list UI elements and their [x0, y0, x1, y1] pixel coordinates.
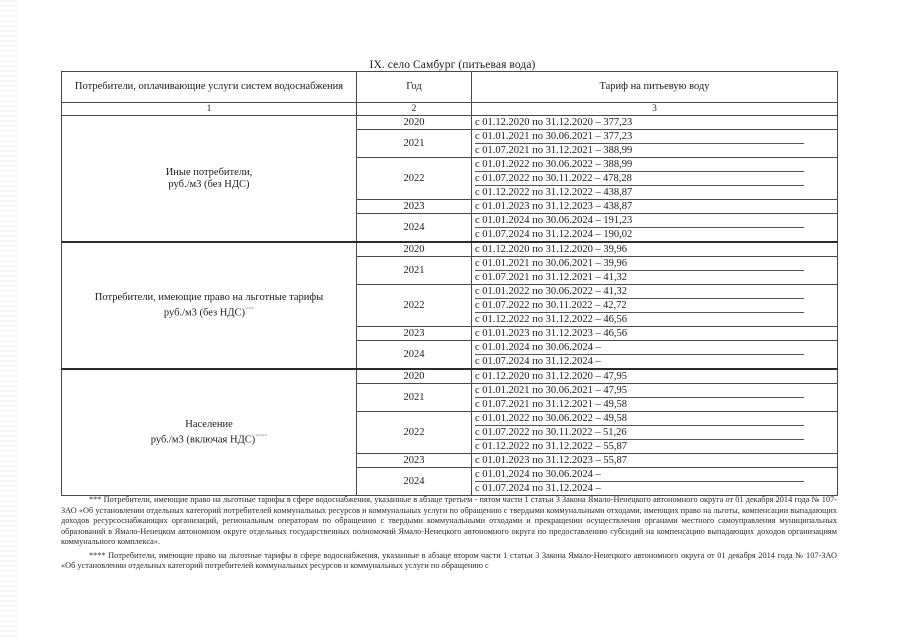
tariff-line: с 01.01.2024 по 30.06.2024 –	[475, 341, 804, 355]
year-cell: 2024	[357, 214, 472, 243]
tariff-line: с 01.01.2024 по 30.06.2024 –	[475, 468, 804, 482]
year-cell: 2022	[357, 412, 472, 454]
tariff-cell	[472, 116, 838, 130]
tariff-line: с 01.07.2024 по 31.12.2024 –	[475, 356, 601, 367]
header-year: Год	[357, 72, 472, 103]
tariff-line: с 01.12.2020 по 31.12.2020 – 377,23	[475, 117, 633, 128]
column-number: 2	[357, 103, 472, 116]
consumer-cell	[62, 242, 357, 369]
tariff-cell	[472, 214, 838, 243]
tariff-line: с 01.01.2021 по 30.06.2021 – 47,95	[475, 384, 804, 398]
header-tariff: Тариф на питьевую воду	[472, 72, 838, 103]
tariff-cell	[472, 468, 838, 496]
tariff-cell	[472, 242, 838, 257]
year-cell: 2020	[357, 116, 472, 130]
unit-text: руб./м3 (без НДС)	[163, 307, 246, 319]
table-row	[62, 369, 838, 384]
scan-edge-artifact	[0, 0, 18, 640]
footnote-population: **** Потребители, имеющие право на льготные тарифы в сфере водоснабжения, указанные в абзаце втором части 1 статьи 3 Закона Ямало-Ненецкого автономного округа от 01 декабря 2014 года № 107-ЗАО «Об установлении отдельных категорий потребителей коммунальных ресурсов и коммунальных услуги по обращению с	[61, 550, 837, 570]
column-number-row	[62, 103, 838, 116]
year-cell: 2023	[357, 454, 472, 468]
consumer-name: Потребители, имеющие право на льготные тарифы	[94, 291, 324, 303]
tariff-cell	[472, 341, 838, 370]
tariff-table	[61, 71, 838, 496]
tariff-line: с 01.01.2024 по 30.06.2024 – 191,23	[475, 214, 804, 228]
footnotes	[61, 495, 837, 572]
tariff-line: с 01.12.2022 по 31.12.2022 – 46,56	[475, 314, 628, 325]
tariff-cell	[472, 327, 838, 341]
footnote-privileged: *** Потребители, имеющие право на льготные тарифы в сфере водоснабжения, указанные в абзаце третьем - пятом части 1 статьи 3 Закона Ямало-Ненецкого автономного округа от 01 декабря 2014 года № 107-ЗАО «Об установлении отдельных категорий потребителей коммунальных ресурсов и коммунальных услуги по обращению с твердыми коммунальными отходами, имеющих право на льготы, компенсации выпадающих доходов ресурсоснабжающих организаций, региональным операторам по обращению с твердыми коммунальными отходами и прекращении осуществления органами местного самоуправления муниципальных образований в Ямало-Ненецком автономном округе отдельных государственных полномочий Ямало-Ненецкого автономного округа по предоставлению субсидий на компенсацию выпадающих доходов организациям коммунального комплекса».	[61, 495, 837, 546]
consumer-name: Иные потребители,	[165, 166, 253, 178]
footnote-mark: ***	[245, 306, 255, 313]
year-cell: 2020	[357, 242, 472, 257]
tariff-line: с 01.12.2022 по 31.12.2022 – 438,87	[475, 187, 633, 198]
year-cell: 2024	[357, 341, 472, 370]
consumer-name: Население	[185, 418, 233, 430]
tariff-line: с 01.01.2023 по 31.12.2023 – 438,87	[475, 201, 633, 212]
tariff-line: с 01.07.2021 по 31.12.2021 – 41,32	[475, 272, 628, 283]
header-consumers: Потребители, оплачивающие услуги систем водоснабжения	[62, 72, 357, 103]
tariff-line: с 01.07.2024 по 31.12.2024 – 190,02	[475, 229, 633, 240]
column-number: 1	[62, 103, 357, 116]
tariff-line: с 01.01.2022 по 30.06.2022 – 41,32	[475, 285, 804, 299]
consumer-unit	[65, 304, 353, 320]
tariff-line: с 01.07.2022 по 30.11.2022 – 51,26	[475, 426, 804, 440]
tariff-line: с 01.07.2022 по 30.11.2022 – 42,72	[475, 299, 804, 313]
consumer-cell	[62, 369, 357, 496]
tariff-cell	[472, 285, 838, 327]
tariff-line: с 01.01.2023 по 31.12.2023 – 46,56	[475, 328, 628, 339]
tariff-cell	[472, 454, 838, 468]
tariff-line: с 01.07.2021 по 31.12.2021 – 388,99	[475, 145, 633, 156]
column-number: 3	[472, 103, 838, 116]
tariff-cell	[472, 412, 838, 454]
year-cell: 2022	[357, 158, 472, 200]
tariff-line: с 01.01.2023 по 31.12.2023 – 55,87	[475, 455, 628, 466]
year-cell: 2022	[357, 285, 472, 327]
unit-text: руб./м3 (без НДС)	[168, 178, 250, 190]
year-cell: 2023	[357, 327, 472, 341]
consumer-unit	[65, 431, 353, 447]
tariff-line: с 01.01.2022 по 30.06.2022 – 49,58	[475, 412, 804, 426]
tariff-line: с 01.01.2021 по 30.06.2021 – 39,96	[475, 257, 804, 271]
tariff-line: с 01.07.2024 по 31.12.2024 –	[475, 483, 601, 494]
tariff-cell	[472, 158, 838, 200]
year-cell: 2021	[357, 130, 472, 158]
year-cell: 2023	[357, 200, 472, 214]
year-cell: 2024	[357, 468, 472, 496]
tariff-line: с 01.01.2022 по 30.06.2022 – 388,99	[475, 158, 804, 172]
tariff-body	[62, 116, 838, 496]
tariff-line: с 01.12.2020 по 31.12.2020 – 47,95	[475, 371, 628, 382]
tariff-line: с 01.12.2020 по 31.12.2020 – 39,96	[475, 244, 628, 255]
unit-text: руб./м3 (включая НДС)	[150, 434, 256, 446]
tariff-cell	[472, 200, 838, 214]
consumer-unit	[65, 179, 353, 191]
year-cell: 2021	[357, 257, 472, 285]
tariff-cell	[472, 369, 838, 384]
footnote-mark: ****	[255, 433, 268, 440]
header-row	[62, 72, 838, 103]
tariff-line: с 01.01.2021 по 30.06.2021 – 377,23	[475, 130, 804, 144]
tariff-line: с 01.07.2022 по 30.11.2022 – 478,28	[475, 172, 804, 186]
table-row	[62, 242, 838, 257]
tariff-cell	[472, 384, 838, 412]
tariff-line: с 01.12.2022 по 31.12.2022 – 55,87	[475, 441, 628, 452]
section-title: IX. село Самбург (питьевая вода)	[369, 59, 536, 71]
consumer-cell	[62, 116, 357, 243]
tariff-line: с 01.07.2021 по 31.12.2021 – 49,58	[475, 399, 628, 410]
year-cell: 2020	[357, 369, 472, 384]
year-cell: 2021	[357, 384, 472, 412]
tariff-cell	[472, 257, 838, 285]
tariff-cell	[472, 130, 838, 158]
table-row	[62, 116, 838, 130]
